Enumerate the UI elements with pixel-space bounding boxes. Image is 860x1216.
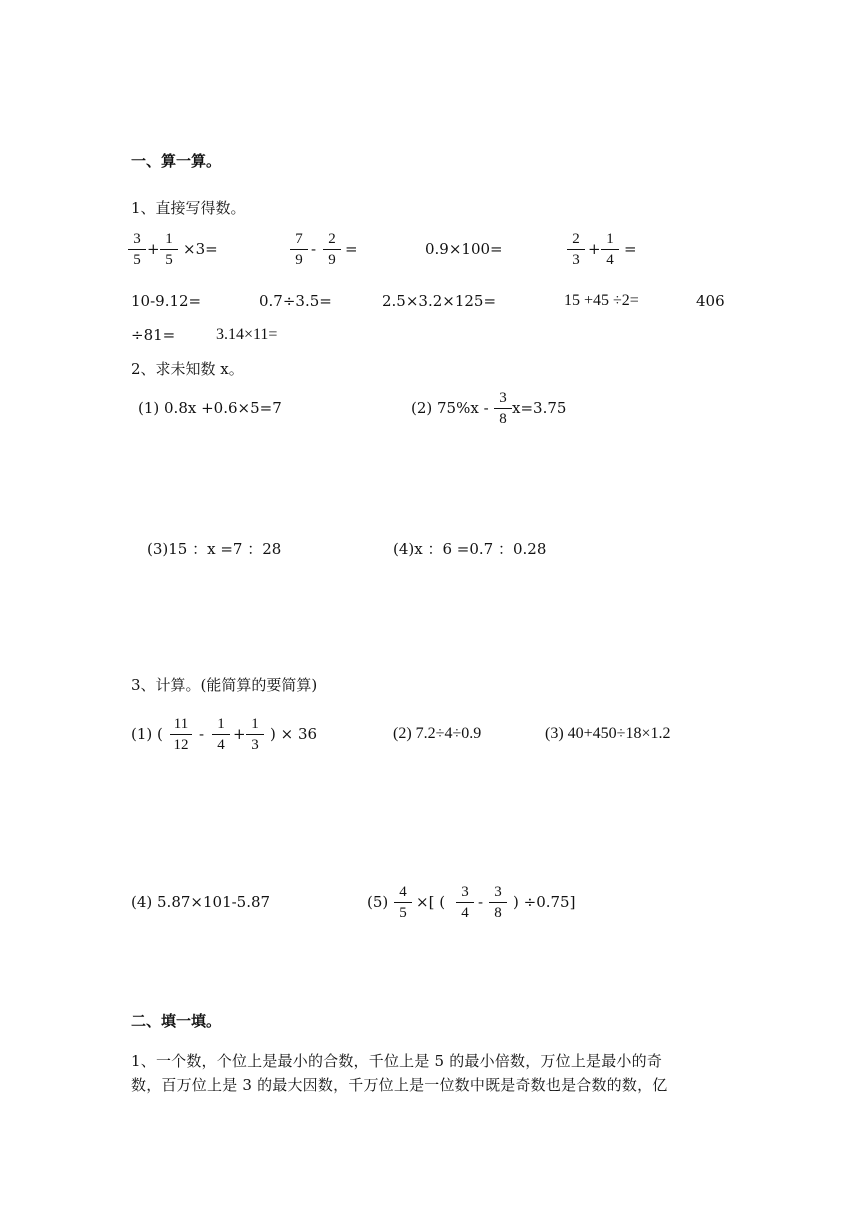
denominator: 5 xyxy=(399,905,407,921)
fraction-11-12 xyxy=(170,715,192,754)
numerator: 3 xyxy=(489,883,507,903)
operator-plus: + xyxy=(588,240,601,258)
equation-3: (3)15 ：x =7 ：28 xyxy=(147,540,282,558)
denominator: 5 xyxy=(133,252,141,268)
equation-4: (4)x ：6 =0.7 ：0.28 xyxy=(393,540,547,558)
section2-title: 二、填一填。 xyxy=(131,1012,222,1030)
fraction-4-5 xyxy=(394,883,412,922)
expr-3-14-times-11: 3.14×11= xyxy=(216,326,278,343)
fraction-3-8 xyxy=(489,883,507,922)
numerator: 3 xyxy=(494,389,512,409)
equation-1: (1) 0.8x +0.6×5=7 xyxy=(138,399,282,417)
operator-plus: + xyxy=(233,725,246,743)
fraction-2-9 xyxy=(323,230,341,269)
numerator: 1 xyxy=(601,230,619,250)
denominator: 3 xyxy=(572,252,580,268)
fraction-1-5 xyxy=(160,230,178,269)
expr-0-9-times-100: 0.9×100= xyxy=(425,240,503,258)
expr-div-81: ÷81= xyxy=(131,326,176,344)
denominator: 12 xyxy=(173,737,189,753)
numerator: 1 xyxy=(212,715,230,735)
denominator: 4 xyxy=(461,905,469,921)
operator-plus: + xyxy=(147,240,160,258)
numerator: 2 xyxy=(323,230,341,250)
calc-3: (3) 40+450÷18×1.2 xyxy=(545,725,671,742)
fraction-1-4 xyxy=(601,230,619,269)
expr-2-5-times-3-2-times-125: 2.5×3.2×125= xyxy=(382,292,497,310)
equation-2-suffix: x=3.75 xyxy=(512,399,567,417)
fraction-3-8 xyxy=(494,389,512,428)
operator-minus: - xyxy=(478,893,484,911)
calc-1-prefix: (1) ( xyxy=(131,725,163,743)
denominator: 3 xyxy=(251,737,259,753)
operator-minus: - xyxy=(199,725,205,743)
numerator: 2 xyxy=(567,230,585,250)
expr-0-7-div-3-5: 0.7÷3.5= xyxy=(259,292,332,310)
numerator: 1 xyxy=(160,230,178,250)
equals-sign: = xyxy=(624,240,637,258)
denominator: 9 xyxy=(295,252,303,268)
calc-4: (4) 5.87×101-5.87 xyxy=(131,893,271,911)
calc-5-middle: ×[ ( xyxy=(416,893,446,911)
fraction-7-9 xyxy=(290,230,308,269)
fraction-3-5 xyxy=(128,230,146,269)
expr-15-plus-45-div-2: 15 +45 ÷2= xyxy=(564,292,639,309)
equals-sign: = xyxy=(345,240,358,258)
denominator: 4 xyxy=(606,252,614,268)
fraction-3-4 xyxy=(456,883,474,922)
numerator: 3 xyxy=(128,230,146,250)
expr-10-minus-9-12: 10-9.12= xyxy=(131,292,202,310)
fraction-1-3 xyxy=(246,715,264,754)
denominator: 8 xyxy=(499,411,507,427)
fill-q1-line1: 1、一个数，个位上是最小的合数，千位上是 5 的最小倍数，万位上是最小的奇 xyxy=(131,1052,663,1070)
fraction-1-4 xyxy=(212,715,230,754)
expr-406: 406 xyxy=(696,292,725,310)
calc-5-suffix: ) ÷0.75] xyxy=(513,893,576,911)
fill-q1-line2: 数，百万位上是 3 的最大因数，千万位上是一位数中既是奇数也是合数的数，亿 xyxy=(131,1076,668,1094)
denominator: 8 xyxy=(494,905,502,921)
numerator: 11 xyxy=(170,715,192,735)
denominator: 5 xyxy=(165,252,173,268)
q1-title: 1、直接写得数。 xyxy=(131,199,246,217)
q3-title: 3、计算。(能简算的要简算) xyxy=(131,676,318,694)
calc-1-suffix: ) × 36 xyxy=(270,725,318,743)
denominator: 9 xyxy=(328,252,336,268)
q2-title: 2、求未知数 x。 xyxy=(131,360,244,378)
denominator: 4 xyxy=(217,737,225,753)
section1-title: 一、算一算。 xyxy=(131,152,222,170)
equation-2-prefix: (2) 75%x - xyxy=(411,399,489,417)
numerator: 1 xyxy=(246,715,264,735)
operator-minus: - xyxy=(311,240,317,258)
numerator: 7 xyxy=(290,230,308,250)
numerator: 3 xyxy=(456,883,474,903)
fraction-2-3 xyxy=(567,230,585,269)
numerator: 4 xyxy=(394,883,412,903)
calc-5-prefix: (5) xyxy=(367,893,389,911)
expr-times-3: ×3= xyxy=(183,240,218,258)
calc-2: (2) 7.2÷4÷0.9 xyxy=(393,725,482,742)
